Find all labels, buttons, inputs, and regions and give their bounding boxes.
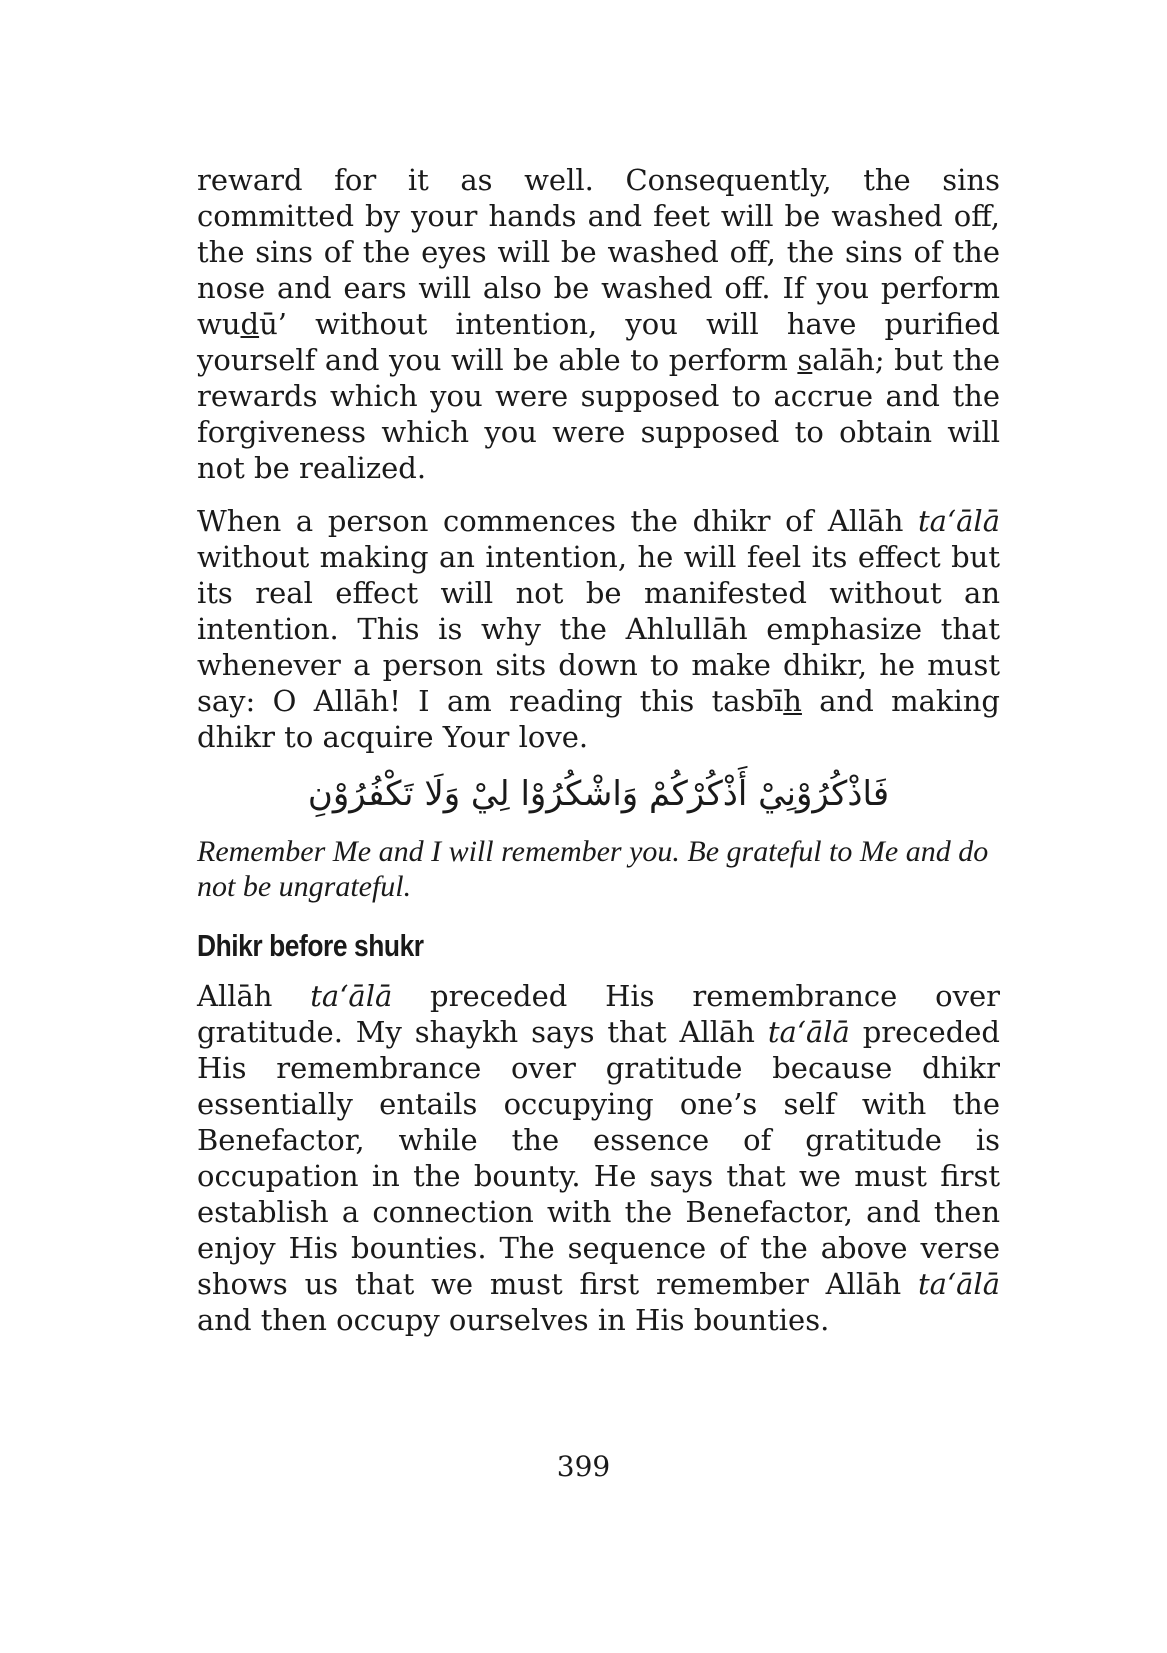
text-run: When a person commences the dhikr of Allāh [197, 504, 918, 538]
page-number: 399 [556, 1450, 611, 1483]
arabic-verse: فَاذْكُرُوْنِيْ أَذْكُرْكُمْ وَاشْكُرُوْا لِيْ وَلَا تَكْفُرُوْنِ [307, 774, 890, 814]
text-run: alāh; but the rewards which you were supposed to accrue and the forgiveness which you were supposed to obtain will not be realized. [197, 343, 1000, 485]
italic-term: ta‘ālā [767, 1015, 850, 1049]
underlined-letter: d [240, 307, 260, 341]
underlined-letter: h [783, 684, 802, 718]
paragraph-3 [197, 978, 1000, 1338]
text-run: preceded His remembrance over gratitude because dhikr essentially entails occupying one’s self with the Benefactor, while the essence of gratitude is occupation in the bounty. He says that we must first establish a connection with the Benefactor, and then enjoy His bounties. The sequence of the above verse shows us that we must first remember Allāh [197, 1015, 1000, 1301]
paragraph-2 [197, 503, 1000, 755]
paragraph-1 [197, 162, 1000, 486]
text-run: and then occupy ourselves in His bounties. [197, 1303, 830, 1337]
page-body [197, 162, 1000, 1355]
italic-term: ta‘ālā [917, 1267, 1000, 1301]
text-run: reward for it as well. Consequently, the sins committed by your hands and feet will be washed off, the sins of the eyes will be washed off, the sins of the nose and ears will also be washed off. If you perform wu [197, 163, 1000, 341]
text-run: and making dhikr to acquire Your love. [197, 684, 1000, 754]
text-run: preceded His remembrance over gratitude. My shaykh says that Allāh [197, 979, 1000, 1049]
text-run: ū’ without intention, you will have purified yourself and you will be able to perform [197, 307, 1000, 377]
underlined-letter: s [797, 343, 813, 377]
italic-term: ta‘ālā [310, 979, 393, 1013]
text-run: without making an intention, he will feel its effect but its real effect will not be manifested without an intention. This is why the Ahlullāh emphasize that whenever a person sits down to make dhikr, he must say: O Allāh! I am reading this tasbī [197, 540, 1000, 718]
section-heading: Dhikr before shukr [197, 928, 424, 963]
italic-term: ta‘ālā [917, 504, 1000, 538]
text-run: Allāh [197, 979, 311, 1013]
verse-translation: Remember Me and I will remember you. Be grateful to Me and do not be ungrateful. [197, 835, 989, 903]
